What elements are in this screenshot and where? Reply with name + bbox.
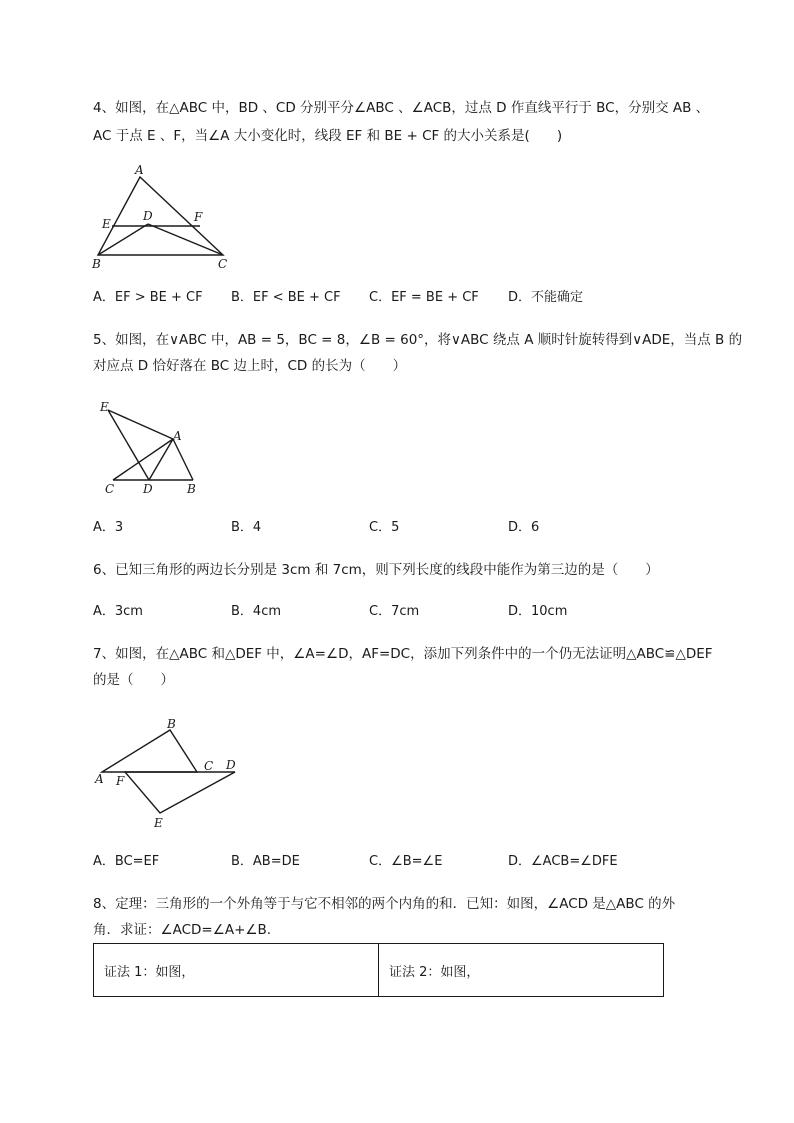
q8-stem-line2: 角．求证：∠ACD=∠A+∠B.	[93, 922, 272, 938]
q5-option-a: A．3	[93, 520, 124, 535]
q7-option-a: A．BC=EF	[93, 854, 160, 869]
q5-stem-line1: 5、如图，在∨ABC 中，AB = 5，BC = 8，∠B = 60°，将∨ABC 绕点 A 顺时针旋转得到∨ADE，当点 B 的	[93, 332, 743, 348]
q4-option-d: D．不能确定	[508, 290, 584, 305]
q6-stem-line1: 6、已知三角形的两边长分别是 3cm 和 7cm，则下列长度的线段中能作为第三边的是（ ）	[93, 562, 659, 578]
q5-segment-ab	[173, 439, 193, 480]
q4-option-a: A．EF > BE + CF	[93, 290, 203, 305]
q7-option-d: D．∠ACB=∠DFE	[508, 854, 618, 869]
q4-label-f: F	[194, 210, 203, 224]
q6-option-a: A．3cm	[93, 604, 143, 619]
q5-segment-ca	[113, 439, 173, 480]
q7-label-c: C	[204, 759, 214, 773]
q5-option-c: C．5	[369, 520, 400, 535]
q4-label-e: E	[102, 217, 111, 231]
q7-option-b: B．AB=DE	[231, 854, 300, 869]
q6-option-d: D．10cm	[508, 604, 568, 619]
q5-option-b: B．4	[231, 520, 262, 535]
q5-label-c: C	[105, 482, 115, 496]
q7-stem-line2: 的是（ ）	[93, 672, 174, 688]
q5-label-e: E	[100, 400, 109, 414]
q7-triangle-abc	[102, 730, 197, 772]
q7-label-d: D	[226, 758, 236, 772]
q4-label-c: C	[218, 257, 228, 271]
q5-option-d: D．6	[508, 520, 540, 535]
q5-label-b: B	[187, 482, 196, 496]
q7-label-a: A	[95, 772, 104, 786]
q4-segment-cd	[148, 224, 223, 255]
q7-label-f: F	[116, 774, 125, 788]
q4-label-b: B	[92, 257, 101, 271]
q6-option-b: B．4cm	[231, 604, 282, 619]
q4-stem-line1: 4、如图，在△ABC 中，BD 、CD 分别平分∠ABC 、∠ACB，过点 D 作直线平行于 BC，分别交 AB 、	[93, 100, 710, 116]
q8-proof-table	[93, 943, 664, 997]
q7-option-c: C．∠B=∠E	[369, 854, 443, 869]
q4-option-c: C．EF = BE + CF	[369, 290, 479, 305]
q8-stem-line1: 8、定理：三角形的一个外角等于与它不相邻的两个内角的和．已知：如图，∠ACD 是△ABC 的外	[93, 896, 676, 912]
q5-label-d: D	[143, 482, 153, 496]
q7-label-e: E	[154, 816, 163, 830]
q4-option-b: B．EF < BE + CF	[231, 290, 341, 305]
q8-proof-method-1: 证法 1：如图，	[94, 944, 379, 997]
q6-option-c: C．7cm	[369, 604, 420, 619]
q7-label-b: B	[167, 717, 176, 731]
q8-proof-method-2: 证法 2：如图，	[379, 944, 664, 997]
q4-stem-line2: AC 于点 E 、F，当∠A 大小变化时，线段 EF 和 BE + CF 的大小关系是( )	[93, 128, 563, 144]
q5-segment-ea	[108, 410, 173, 439]
q7-stem-line1: 7、如图，在△ABC 和△DEF 中，∠A=∠D，AF=DC，添加下列条件中的一个仍无法证明△ABC≌△DEF	[93, 646, 713, 662]
q5-stem-line2: 对应点 D 恰好落在 BC 边上时，CD 的长为（ ）	[93, 358, 407, 374]
q5-figure	[95, 398, 210, 498]
q4-label-a: A	[135, 163, 144, 177]
q5-label-a: A	[173, 429, 182, 443]
q7-triangle-def	[125, 772, 235, 813]
q5-segment-da	[149, 439, 173, 480]
q4-figure	[88, 160, 238, 275]
q4-label-d: D	[143, 209, 153, 223]
q7-figure	[90, 715, 245, 835]
